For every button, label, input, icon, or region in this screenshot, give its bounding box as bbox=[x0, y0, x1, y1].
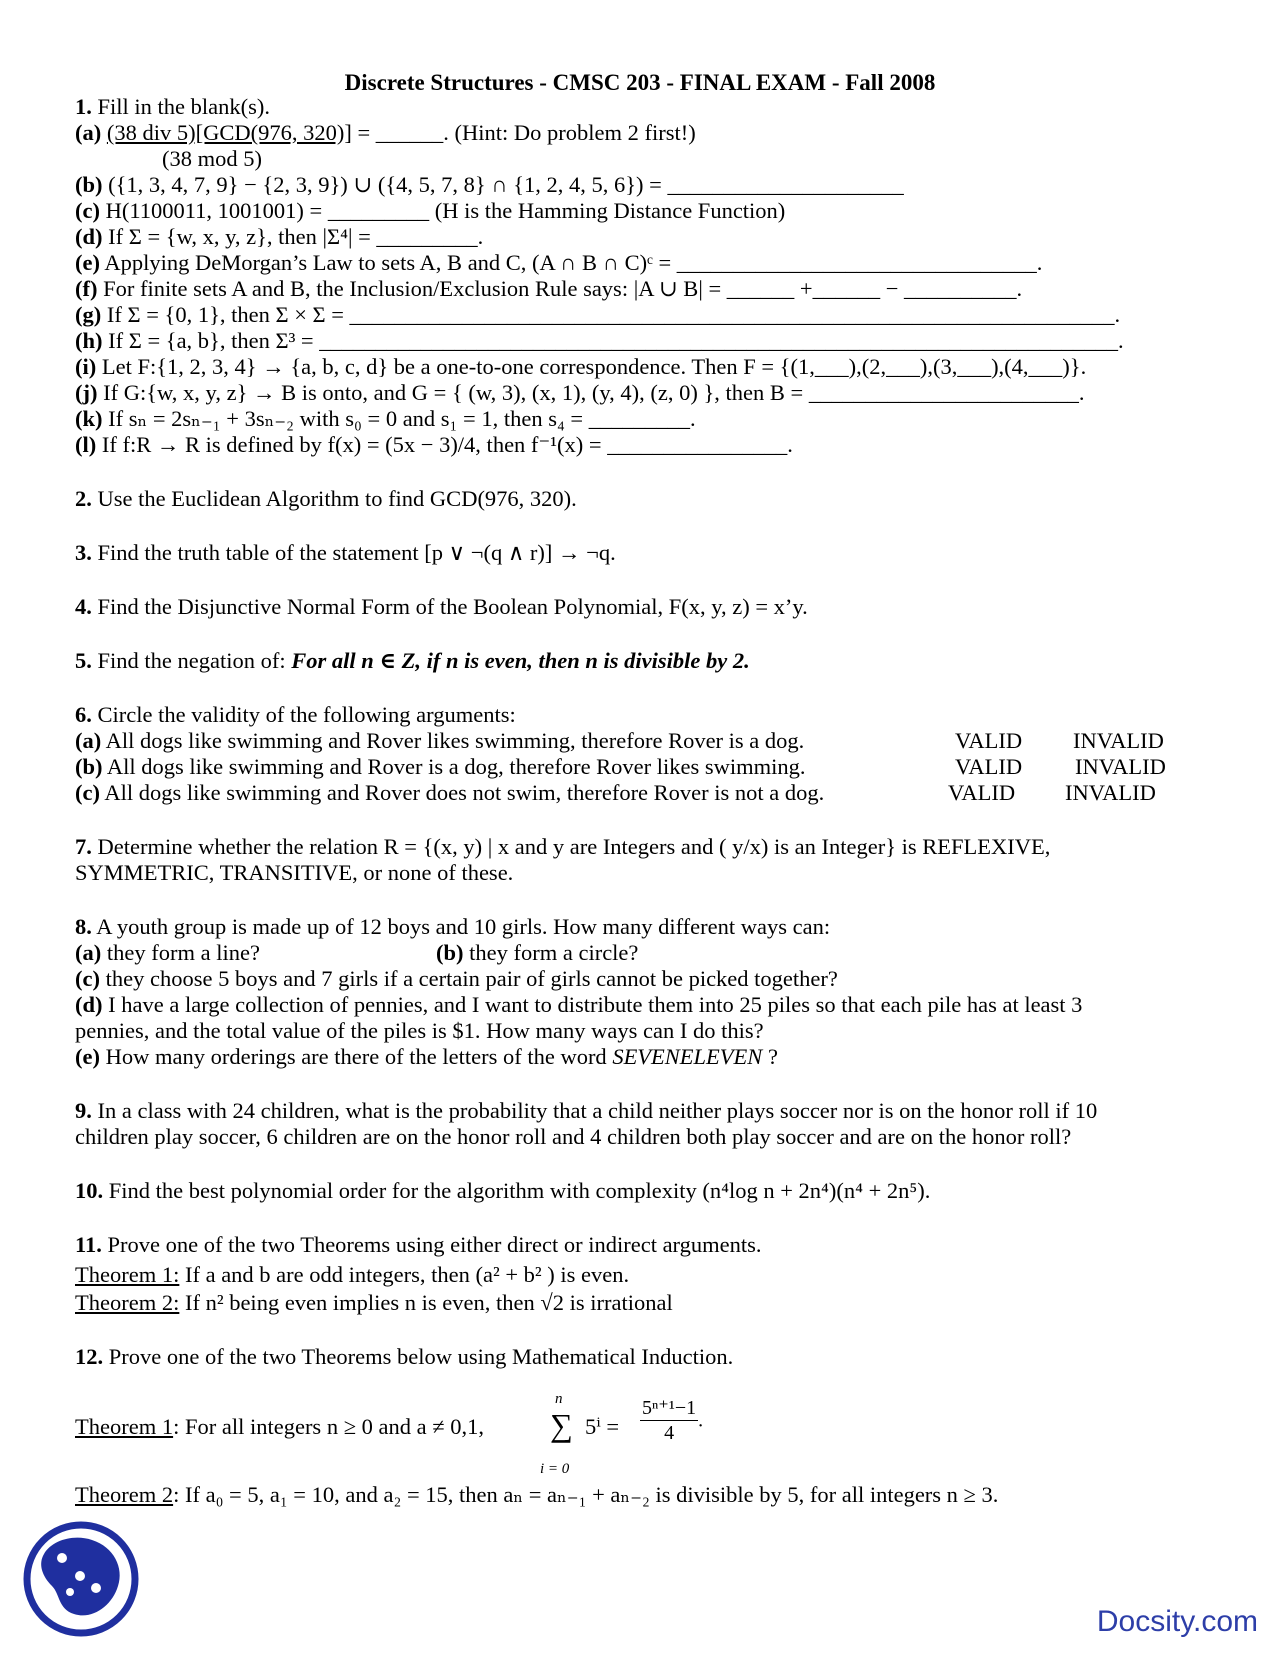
q10 bbox=[75, 1178, 930, 1204]
q9-line2: children play soccer, 6 children are on the honor roll and 4 children both play soccer and are on the honor roll? bbox=[75, 1124, 1072, 1149]
q11-text: Prove one of the two Theorems using either direct or indirect arguments. bbox=[107, 1232, 762, 1257]
q8d-label: (d) bbox=[75, 992, 103, 1017]
q6a-text: All dogs like swimming and Rover likes swimming, therefore Rover is a dog. bbox=[105, 728, 805, 753]
q8e-label: (e) bbox=[75, 1044, 100, 1069]
q12-fraction bbox=[640, 1396, 703, 1445]
q12-text: Prove one of the two Theorems below using Mathematical Induction. bbox=[108, 1344, 734, 1369]
q11-theorem2-label: Theorem 2: bbox=[75, 1290, 180, 1315]
q2-text: Use the Euclidean Algorithm to find GCD(976, 320). bbox=[97, 486, 577, 511]
q6a bbox=[75, 728, 804, 754]
q10-number: 10. bbox=[75, 1178, 104, 1203]
q2 bbox=[75, 486, 577, 512]
q8a-label: (a) bbox=[75, 940, 102, 965]
q4-number: 4. bbox=[75, 594, 92, 619]
q3 bbox=[75, 540, 616, 566]
q11-theorem1-label: Theorem 1: bbox=[75, 1262, 180, 1287]
q1f-text: For finite sets A and B, the Inclusion/Exclusion Rule says: |A ∪ B| = ______ +______ − __________. bbox=[103, 276, 1023, 301]
q12-theorem1-text: : For all integers n ≥ 0 and a ≠ 0,1, bbox=[173, 1414, 484, 1439]
q7-number: 7. bbox=[75, 834, 92, 859]
q8e-word: SEVENELEVEN bbox=[612, 1044, 763, 1069]
q1i bbox=[75, 354, 1086, 380]
q4 bbox=[75, 594, 808, 620]
q4-text: Find the Disjunctive Normal Form of the Boolean Polynomial, F(x, y, z) = x’y. bbox=[97, 594, 808, 619]
q9-text-1: In a class with 24 children, what is the probability that a child neither plays soccer nor is on the honor roll if 10 bbox=[97, 1098, 1098, 1123]
q6b-text: All dogs like swimming and Rover is a dog, therefore Rover likes swimming. bbox=[106, 754, 806, 779]
q11-theorem2-text: If n² being even implies n is even, then √2 is irrational bbox=[179, 1290, 673, 1315]
q9-number: 9. bbox=[75, 1098, 92, 1123]
q1l bbox=[75, 432, 793, 458]
q11-heading bbox=[75, 1232, 762, 1258]
q6-number: 6. bbox=[75, 702, 92, 727]
q6b-label: (b) bbox=[75, 754, 103, 779]
q1f bbox=[75, 276, 1022, 302]
q7-line1 bbox=[75, 834, 1050, 860]
q6c-text: All dogs like swimming and Rover does not swim, therefore Rover is not a dog. bbox=[104, 780, 825, 805]
q1e bbox=[75, 250, 1042, 276]
q11-theorem1-text: If a and b are odd integers, then (a² + b² ) is even. bbox=[179, 1262, 630, 1287]
q12-theorem2-label: Theorem 2 bbox=[75, 1482, 174, 1507]
q1a-numerator: (38 div 5)[GCD(976, 320)] bbox=[106, 120, 352, 145]
q6a-valid-option[interactable]: VALID bbox=[955, 728, 1023, 753]
q8d-line2: pennies, and the total value of the piles is $1. How many ways can I do this? bbox=[75, 1018, 764, 1043]
q1a-denominator: (38 mod 5) bbox=[162, 146, 262, 171]
q8a bbox=[75, 940, 260, 966]
q1j bbox=[75, 380, 1085, 406]
q6a-label: (a) bbox=[75, 728, 102, 753]
q1h-text: If Σ = {a, b}, then Σ³ = _______________________________________________________________________. bbox=[108, 328, 1124, 353]
q1b-label: (b) bbox=[75, 172, 103, 197]
q12-theorem1-label: Theorem 1 bbox=[75, 1414, 174, 1439]
q1e-text: Applying DeMorgan’s Law to sets A, B and C, (A ∩ B ∩ C)ᶜ = ________________________________. bbox=[104, 250, 1043, 275]
q1i-label: (i) bbox=[75, 354, 97, 379]
q1h-label: (h) bbox=[75, 328, 103, 353]
q6c-label: (c) bbox=[75, 780, 100, 805]
q8e bbox=[75, 1044, 778, 1070]
q6-heading bbox=[75, 702, 516, 728]
q1b bbox=[75, 172, 904, 198]
q1i-text: Let F:{1, 2, 3, 4} → {a, b, c, d} be a one-to-one correspondence. Then F = {(1,___),(2,___),(3,___),(4,___)}. bbox=[101, 354, 1087, 379]
q5-statement: For all n ∈ Z, if n is even, then n is divisible by 2. bbox=[291, 648, 750, 673]
q8-heading bbox=[75, 914, 830, 940]
q1h bbox=[75, 328, 1124, 354]
q11-number: 11. bbox=[75, 1232, 102, 1257]
q1g-text: If Σ = {0, 1}, then Σ × Σ = ____________________________________________________________________. bbox=[106, 302, 1121, 327]
q1k-text: If sₙ = 2sₙ₋₁ + 3sₙ₋₂ with s₀ = 0 and s₁ = 1, then s₄ = _________. bbox=[108, 406, 696, 431]
q8d-line1 bbox=[75, 992, 1082, 1018]
q6c bbox=[75, 780, 824, 806]
q1l-label: (l) bbox=[75, 432, 97, 457]
q1d-text: If Σ = {w, x, y, z}, then |Σ⁴| = _________. bbox=[108, 224, 484, 249]
q11-theorem1 bbox=[75, 1262, 629, 1288]
q1f-label: (f) bbox=[75, 276, 98, 301]
q9-line1 bbox=[75, 1098, 1097, 1124]
q1b-text: ({1, 3, 4, 7, 9} − {2, 3, 9}) ∪ ({4, 5, 7, 8} ∩ {1, 2, 4, 5, 6}) = _____________________ bbox=[108, 172, 904, 197]
docsity-watermark[interactable]: Docsity.com bbox=[1096, 1605, 1258, 1638]
q11-theorem2 bbox=[75, 1290, 673, 1316]
q6b bbox=[75, 754, 806, 780]
q12-theorem2-text: : If a₀ = 5, a₁ = 10, and a₂ = 15, then aₙ = aₙ₋₁ + aₙ₋₂ is divisible by 5, for all integers n ≥ 3. bbox=[173, 1482, 999, 1507]
q1-number: 1. bbox=[75, 94, 92, 119]
q12-theorem2 bbox=[75, 1482, 998, 1508]
q8b bbox=[436, 940, 638, 966]
q1j-label: (j) bbox=[75, 380, 98, 405]
q10-text: Find the best polynomial order for the algorithm with complexity (n⁴log n + 2n⁴)(n⁴ + 2n⁵). bbox=[108, 1178, 931, 1203]
q1-heading bbox=[75, 94, 270, 120]
q1a-text: = ______. (Hint: Do problem 2 first!) bbox=[357, 120, 696, 145]
q12-heading bbox=[75, 1344, 733, 1370]
q5 bbox=[75, 648, 750, 674]
q12-number: 12. bbox=[75, 1344, 104, 1369]
q1c-text: H(1100011, 1001001) = _________ (H is the Hamming Distance Function) bbox=[105, 198, 786, 223]
q8e-text: How many orderings are there of the letters of the word bbox=[105, 1044, 613, 1069]
q1k bbox=[75, 406, 696, 432]
q7-text-1: Determine whether the relation R = {(x, y) | x and y are Integers and ( y/x) is an Integer} is REFLEXIVE, bbox=[97, 834, 1051, 859]
q1d bbox=[75, 224, 483, 250]
q8c-text: they choose 5 boys and 7 girls if a certain pair of girls cannot be picked together? bbox=[105, 966, 838, 991]
q8a-text: they form a line? bbox=[106, 940, 260, 965]
q6c-invalid-option[interactable]: INVALID bbox=[1065, 780, 1156, 805]
q7-line2: SYMMETRIC, TRANSITIVE, or none of these. bbox=[75, 860, 514, 885]
q3-number: 3. bbox=[75, 540, 92, 565]
q8c bbox=[75, 966, 838, 992]
q5-number: 5. bbox=[75, 648, 92, 673]
q1c-label: (c) bbox=[75, 198, 100, 223]
q1g-label: (g) bbox=[75, 302, 102, 327]
fraction-numerator: 5ⁿ⁺¹−1 bbox=[642, 1397, 697, 1419]
q6-text: Circle the validity of the following arguments: bbox=[97, 702, 516, 727]
q6b-invalid-option[interactable]: INVALID bbox=[1075, 754, 1166, 779]
q2-number: 2. bbox=[75, 486, 92, 511]
q1l-text: If f:R → R is defined by f(x) = (5x − 3)/4, then f⁻¹(x) = ________________. bbox=[101, 432, 793, 457]
q6c-valid-option[interactable]: VALID bbox=[948, 780, 1016, 805]
summation-symbol: ∑ bbox=[550, 1407, 573, 1443]
q3-text: Find the truth table of the statement [p ∨ ¬(q ∧ r)] → ¬q. bbox=[97, 540, 616, 565]
sum-lower-limit: i = 0 bbox=[540, 1461, 570, 1477]
q1-text: Fill in the blank(s). bbox=[97, 94, 270, 119]
exam-title: Discrete Structures - CMSC 203 - FINAL EXAM - Fall 2008 bbox=[344, 70, 936, 95]
q8e-end: ? bbox=[762, 1044, 778, 1069]
q1g bbox=[75, 302, 1120, 328]
q1a-label: (a) bbox=[75, 120, 102, 145]
q1a bbox=[75, 120, 696, 146]
q8b-text: they form a circle? bbox=[469, 940, 639, 965]
q1e-label: (e) bbox=[75, 250, 100, 275]
docsity-logo-icon bbox=[22, 1520, 140, 1638]
q1d-label: (d) bbox=[75, 224, 103, 249]
fraction-denominator: 4 bbox=[664, 1422, 675, 1444]
q12-theorem1-end: . bbox=[698, 1409, 704, 1432]
q5-text: Find the negation of: bbox=[97, 648, 292, 673]
q8-text: A youth group is made up of 12 boys and 10 girls. How many different ways can: bbox=[96, 914, 831, 939]
q8c-label: (c) bbox=[75, 966, 100, 991]
q8-number: 8. bbox=[75, 914, 92, 939]
q6a-invalid-option[interactable]: INVALID bbox=[1073, 728, 1164, 753]
q1c bbox=[75, 198, 785, 224]
sum-term: 5ⁱ = bbox=[585, 1414, 620, 1439]
q6b-valid-option[interactable]: VALID bbox=[955, 754, 1023, 779]
q8d-text-1: I have a large collection of pennies, and I want to distribute them into 25 piles so that each pile has at least 3 bbox=[108, 992, 1083, 1017]
q1k-label: (k) bbox=[75, 406, 103, 431]
q1j-text: If G:{w, x, y, z} → B is onto, and G = { (w, 3), (x, 1), (y, 4), (z, 0) }, then B = ________________________. bbox=[103, 380, 1085, 405]
q12-theorem1 bbox=[75, 1414, 484, 1440]
sum-upper-limit: n bbox=[555, 1391, 563, 1407]
q8b-label: (b) bbox=[436, 940, 464, 965]
